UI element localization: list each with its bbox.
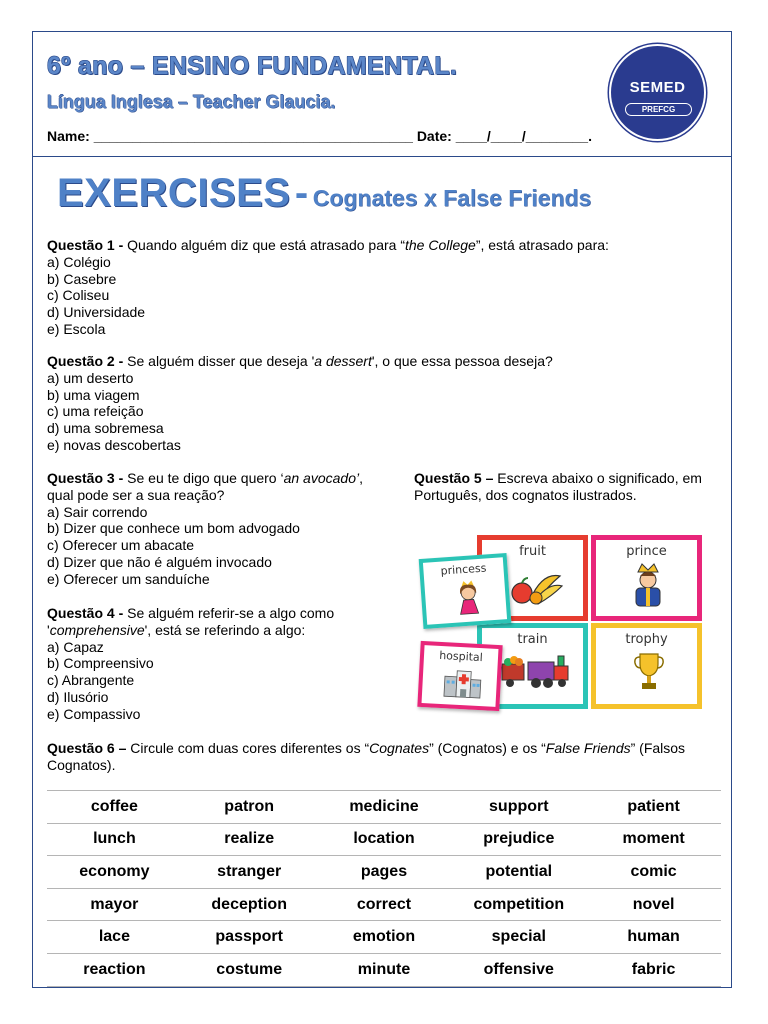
question-1	[47, 237, 727, 338]
question-4-label: Questão 4 -	[47, 605, 124, 621]
question-1-label: Questão 1 -	[47, 237, 124, 253]
question-6-italic-2: False Friends	[545, 740, 631, 756]
question-5-text: Escreva abaixo o significado, em Português, dos cognatos ilustrados.	[414, 470, 702, 503]
princess-icon	[454, 579, 482, 617]
word-row	[47, 823, 721, 856]
question-6	[47, 740, 727, 774]
card-train-label: train	[517, 632, 548, 647]
question-1-text: Quando alguém diz que está atrasado para “	[123, 237, 405, 253]
word-cell[interactable]: human	[627, 928, 680, 946]
question-5-prompt	[414, 470, 714, 504]
word-cell[interactable]: emotion	[352, 928, 416, 946]
question-1-option: d) Universidade	[47, 304, 146, 321]
word-cell[interactable]: coffee	[90, 797, 138, 815]
question-1-italic: the College	[405, 237, 476, 253]
question-1-option: c) Coliseu	[47, 287, 110, 304]
question-5-label: Questão 5 –	[414, 470, 494, 486]
word-cell[interactable]: economy	[79, 862, 150, 880]
word-cell[interactable]: costume	[216, 960, 283, 978]
question-3	[47, 470, 367, 588]
question-1-option: a) Colégio	[47, 253, 111, 270]
question-4-option: a) Capaz	[47, 638, 104, 655]
name-date-line	[47, 128, 592, 144]
question-6-italic-1: Cognates	[369, 740, 430, 756]
card-princess	[419, 553, 512, 629]
question-1-option: b) Casebre	[47, 270, 117, 287]
question-2-option: a) um deserto	[47, 369, 134, 386]
word-cell[interactable]: passport	[215, 928, 283, 946]
word-cell[interactable]: medicine	[349, 797, 419, 815]
grade-heading: 6º ano – ENSINO FUNDAMENTAL.	[47, 52, 458, 80]
word-cell[interactable]: minute	[357, 960, 411, 978]
word-cell[interactable]: reaction	[83, 960, 146, 978]
semed-seal-logo	[611, 46, 704, 139]
card-fruit-label: fruit	[519, 544, 546, 559]
question-3-text-end: , qual pode ser a sua reação?	[47, 470, 363, 503]
train-icon	[500, 652, 572, 690]
word-cell[interactable]: mayor	[90, 895, 139, 913]
title-sub: Cognates x False Friends	[312, 185, 592, 211]
word-cell[interactable]: patient	[627, 797, 680, 815]
fruit-icon	[508, 566, 564, 606]
question-2-text-end: ', o que essa pessoa deseja?	[371, 353, 553, 369]
name-label: Name:	[47, 128, 90, 144]
question-6-text-1: Circule com duas cores diferentes os “	[126, 740, 370, 756]
question-1-text-end: ”, está atrasado para:	[475, 237, 609, 253]
word-cell[interactable]: stranger	[217, 862, 282, 880]
card-trophy	[591, 623, 702, 709]
word-cell[interactable]: novel	[632, 895, 675, 913]
word-cell[interactable]: deception	[211, 895, 287, 913]
card-prince	[591, 535, 702, 621]
card-princess-label: princess	[440, 561, 487, 578]
date-blank: ____/____/________.	[455, 128, 592, 144]
word-cell[interactable]: prejudice	[483, 830, 555, 848]
word-cell[interactable]: pages	[360, 862, 408, 880]
question-6-text-2: ” (Cognatos) e os “	[429, 740, 546, 756]
word-row	[47, 920, 721, 953]
question-3-text: Se eu te digo que quero ‘	[123, 470, 284, 486]
word-cell[interactable]: lace	[98, 928, 130, 946]
question-3-option: c) Oferecer um abacate	[47, 537, 195, 554]
word-cell[interactable]: offensive	[483, 960, 554, 978]
question-5	[414, 470, 714, 504]
question-3-option: d) Dizer que não é alguém invocado	[47, 553, 272, 570]
question-4-italic: comprehensive	[49, 621, 145, 638]
word-table	[47, 790, 721, 987]
question-1-option: e) Escola	[47, 320, 106, 337]
question-4-prompt	[47, 605, 387, 639]
question-2-option: e) novas descobertas	[47, 436, 181, 453]
word-row	[47, 888, 721, 921]
question-2	[47, 353, 727, 454]
question-1-prompt	[47, 237, 727, 254]
seal-title: SEMED	[629, 79, 686, 96]
word-cell[interactable]: location	[353, 830, 415, 848]
trophy-icon	[634, 652, 664, 692]
question-3-option: e) Oferecer um sanduíche	[47, 570, 210, 587]
word-row	[47, 855, 721, 888]
question-2-text: Se alguém disser que deseja '	[123, 353, 315, 369]
word-cell[interactable]: realize	[224, 830, 275, 848]
page-title	[57, 171, 591, 216]
question-6-text-3: ” (Falsos Cognatos).	[47, 740, 686, 773]
hospital-icon	[442, 668, 484, 700]
subject-heading: Língua Inglesa – Teacher Glaucia.	[47, 92, 336, 112]
word-row	[47, 953, 721, 987]
question-2-label: Questão 2 -	[47, 353, 124, 369]
question-4-text: Se alguém referir-se a algo como '	[47, 605, 335, 638]
title-separator: -	[294, 171, 309, 215]
card-trophy-label: trophy	[625, 632, 668, 647]
word-cell[interactable]: special	[491, 928, 546, 946]
question-4-option: e) Compassivo	[47, 705, 141, 722]
word-cell[interactable]: competition	[473, 895, 565, 913]
question-2-italic: a dessert	[314, 353, 372, 369]
question-2-option: d) uma sobremesa	[47, 420, 164, 437]
title-main: EXERCISES	[57, 171, 291, 215]
question-3-italic: an avocado’	[283, 470, 360, 486]
card-hospital-label: hospital	[438, 648, 484, 665]
question-2-prompt	[47, 353, 727, 370]
word-cell[interactable]: moment	[622, 830, 685, 848]
question-4-option: b) Compreensivo	[47, 655, 154, 672]
card-prince-label: prince	[626, 544, 667, 559]
word-cell[interactable]: support	[489, 797, 549, 815]
word-cell[interactable]: potential	[485, 862, 553, 880]
question-6-label: Questão 6 –	[47, 740, 127, 756]
word-cell[interactable]: patron	[224, 797, 275, 815]
question-3-option: b) Dizer que conhece um bom advogado	[47, 520, 300, 537]
date-label: Date:	[416, 128, 452, 144]
card-hospital	[417, 641, 502, 711]
word-cell[interactable]: correct	[356, 895, 412, 913]
header-divider	[32, 156, 732, 157]
question-4-text-end: ', está se referindo a algo:	[144, 621, 306, 638]
question-3-prompt	[47, 470, 367, 504]
question-4-option: d) Ilusório	[47, 688, 109, 705]
question-2-option: b) uma viagem	[47, 386, 140, 403]
question-3-option: a) Sair correndo	[47, 503, 148, 520]
question-2-option: c) uma refeição	[47, 403, 144, 420]
word-cell[interactable]: lunch	[93, 830, 136, 848]
question-4-option: c) Abrangente	[47, 672, 135, 689]
seal-subtitle: PREFCG	[625, 103, 692, 116]
question-3-label: Questão 3 -	[47, 470, 124, 486]
prince-icon	[630, 562, 666, 608]
question-6-prompt	[47, 740, 727, 774]
word-row	[47, 790, 721, 823]
question-4	[47, 605, 387, 723]
word-cell[interactable]: fabric	[631, 960, 676, 978]
word-cell[interactable]: comic	[630, 862, 677, 880]
name-blank: _________________________________________	[93, 128, 413, 144]
